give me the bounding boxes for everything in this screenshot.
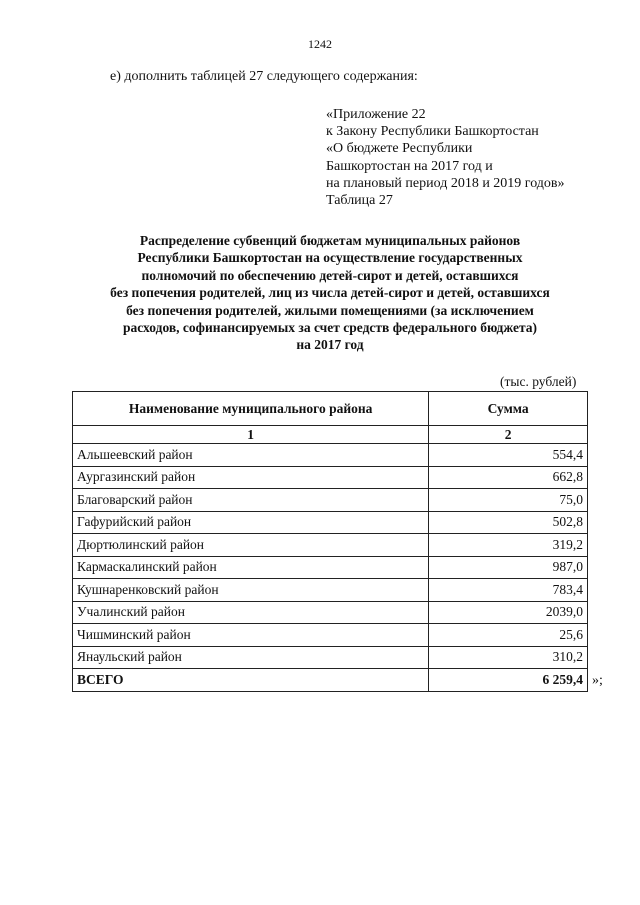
table-row — [73, 646, 588, 669]
table-row — [73, 556, 588, 579]
district-name: Дюртюлинский район — [73, 534, 429, 557]
table-row — [73, 466, 588, 489]
total-label: ВСЕГО — [73, 669, 429, 692]
district-name: Благоварский район — [73, 489, 429, 512]
units-label: (тыс. рублей) — [500, 374, 577, 389]
appendix-reference — [326, 106, 565, 209]
title-line: на 2017 год — [296, 337, 364, 353]
appendix-line: Таблица 27 — [326, 193, 393, 209]
table-row — [73, 534, 588, 557]
title-line: Распределение субвенций бюджетам муниципальных районов — [139, 233, 521, 248]
district-name: Чишминский район — [73, 624, 429, 647]
appendix-line: «Приложение 22 — [326, 107, 426, 122]
title-line: Республики Башкортостан на осуществление государственных — [137, 250, 523, 266]
table-row — [73, 444, 588, 467]
column-number: 2 — [429, 426, 588, 444]
table-row — [73, 489, 588, 512]
district-name: Гафурийский район — [73, 511, 429, 534]
district-amount: 75,0 — [429, 489, 588, 512]
district-amount: 319,2 — [429, 534, 588, 557]
district-name: Кармаскалинский район — [73, 556, 429, 579]
header-district: Наименование муниципального района — [73, 392, 429, 426]
column-number: 1 — [73, 426, 429, 444]
district-amount: 310,2 — [429, 646, 588, 669]
district-name: Учалинский район — [73, 601, 429, 624]
district-name: Аургазинский район — [73, 466, 429, 489]
header-amount: Сумма — [429, 392, 588, 426]
district-amount: 25,6 — [429, 624, 588, 647]
district-amount: 987,0 — [429, 556, 588, 579]
district-amount: 662,8 — [429, 466, 588, 489]
table-header-row — [73, 392, 588, 426]
district-amount: 502,8 — [429, 511, 588, 534]
table-row — [73, 601, 588, 624]
district-amount: 783,4 — [429, 579, 588, 602]
total-row — [73, 669, 588, 692]
district-amount: 554,4 — [429, 444, 588, 467]
title-line: расходов, софинансируемых за счет средств федерального бюджета) — [122, 320, 537, 336]
table-row — [73, 624, 588, 647]
district-amount: 2039,0 — [429, 601, 588, 624]
table-row — [73, 511, 588, 534]
appendix-line: Башкортостан на 2017 год и — [326, 158, 493, 174]
closing-quote: »; — [592, 673, 603, 688]
appendix-line: к Закону Республики Башкортостан — [326, 124, 539, 140]
district-name: Альшеевский район — [73, 444, 429, 467]
title-line: без попечения родителей, жилыми помещениями (за исключением — [126, 302, 534, 318]
appendix-line: на плановый период 2018 и 2019 годов» — [326, 175, 565, 191]
appendix-line: «О бюджете Республики — [326, 141, 473, 157]
total-amount: 6 259,4 — [429, 669, 588, 692]
column-number-row — [73, 426, 588, 444]
table-title — [70, 232, 590, 354]
page-number: 1242 — [308, 37, 332, 51]
subvention-table — [72, 391, 588, 692]
intro-text: е) дополнить таблицей 27 следующего содержания: — [110, 69, 418, 84]
title-line: без попечения родителей, лиц из числа детей-сирот и детей, оставшихся — [110, 285, 550, 301]
title-line: полномочий по обеспечению детей-сирот и детей, оставшихся — [141, 267, 519, 283]
district-name: Янаульский район — [73, 646, 429, 669]
district-name: Кушнаренковский район — [73, 579, 429, 602]
table-row — [73, 579, 588, 602]
